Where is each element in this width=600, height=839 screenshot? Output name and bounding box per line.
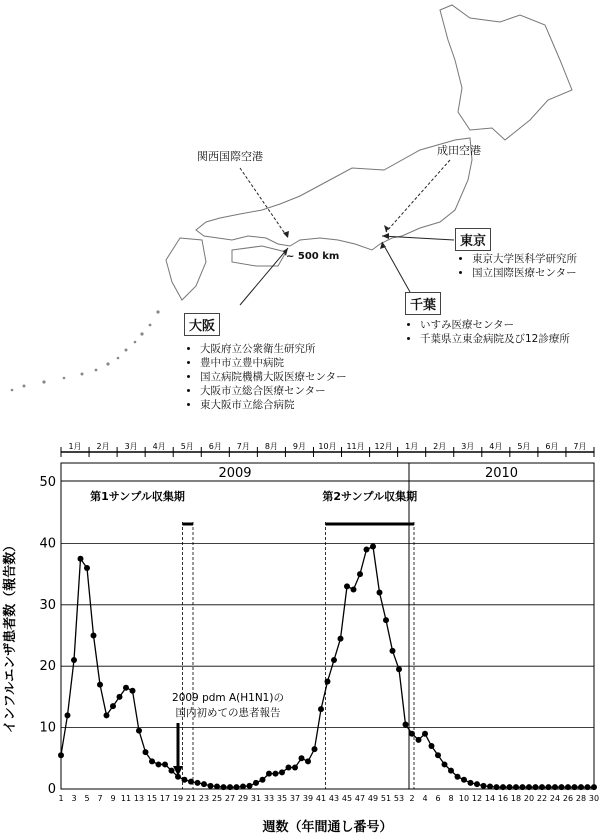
x-tick-label: 13 bbox=[133, 794, 145, 803]
data-point bbox=[591, 784, 597, 790]
data-point bbox=[78, 556, 84, 562]
month-label: 1月 bbox=[68, 442, 82, 451]
x-tick-label: 5 bbox=[84, 794, 90, 803]
data-point bbox=[299, 755, 305, 761]
x-tick-label: 4 bbox=[422, 794, 428, 803]
data-point bbox=[286, 765, 292, 771]
data-point bbox=[429, 743, 435, 749]
month-label: 11月 bbox=[346, 442, 365, 451]
month-bar bbox=[61, 442, 594, 457]
data-point bbox=[188, 779, 194, 785]
x-tick-label: 7 bbox=[97, 794, 103, 803]
tokyo-facility: • 東京大学医科学研究所 bbox=[472, 252, 577, 266]
x-tick-label: 2 bbox=[409, 794, 415, 803]
osaka-facility: • 国立病院機構大阪医療センター bbox=[200, 370, 347, 384]
x-tick-label: 8 bbox=[448, 794, 454, 803]
chiba-facility: • 千葉県立東金病院及び12診療所 bbox=[420, 332, 570, 346]
x-tick-label: 18 bbox=[510, 794, 522, 803]
data-point bbox=[565, 784, 571, 790]
data-point bbox=[331, 657, 337, 663]
data-point bbox=[383, 617, 389, 623]
osaka-facility-list bbox=[188, 342, 347, 412]
data-point bbox=[91, 633, 97, 639]
data-point bbox=[377, 590, 383, 596]
x-tick-label: 17 bbox=[159, 794, 171, 803]
x-tick-label: 14 bbox=[484, 794, 496, 803]
chiba-facility: • いすみ医療センター bbox=[420, 318, 570, 332]
data-point bbox=[435, 752, 441, 758]
y-tick-label: 20 bbox=[39, 659, 56, 675]
x-tick-label: 9 bbox=[110, 794, 116, 803]
data-point bbox=[461, 777, 467, 783]
data-point bbox=[149, 758, 155, 764]
x-tick-label: 15 bbox=[146, 794, 158, 803]
distance-label: ~ 500 km bbox=[286, 251, 340, 262]
x-tick-label: 30 bbox=[588, 794, 600, 803]
data-point bbox=[169, 768, 175, 774]
data-point bbox=[513, 784, 519, 790]
x-tick-label: 53 bbox=[393, 794, 405, 803]
data-point bbox=[403, 722, 409, 728]
data-point bbox=[240, 784, 246, 790]
x-axis-title: 週数（年間通し番号） bbox=[262, 820, 393, 835]
month-label: 6月 bbox=[545, 442, 559, 451]
data-point bbox=[260, 777, 266, 783]
year-label-2009: 2009 bbox=[218, 466, 252, 481]
x-tick-label: 45 bbox=[341, 794, 353, 803]
x-tick-label: 43 bbox=[328, 794, 340, 803]
data-point bbox=[338, 636, 344, 642]
x-tick-label: 47 bbox=[354, 794, 366, 803]
period-label: 第2サンプル収集期 bbox=[322, 490, 418, 503]
data-point bbox=[58, 752, 64, 758]
y-axis-title: インフルエンザ患者数（報告数） bbox=[3, 538, 18, 734]
data-point bbox=[481, 783, 487, 789]
ryukyu-islands bbox=[11, 310, 160, 391]
first-case-annotation bbox=[172, 692, 284, 776]
data-point bbox=[364, 547, 370, 553]
series-path bbox=[61, 547, 594, 788]
data-point bbox=[195, 780, 201, 786]
x-tick-label: 35 bbox=[276, 794, 288, 803]
x-tick-label: 39 bbox=[302, 794, 314, 803]
osaka-facility: • 大阪市立総合医療センター bbox=[200, 384, 347, 398]
data-point bbox=[559, 784, 565, 790]
month-label: 8月 bbox=[264, 442, 278, 451]
y-tick-label: 0 bbox=[47, 782, 56, 797]
data-point bbox=[494, 784, 500, 790]
x-tick-label: 20 bbox=[523, 794, 535, 803]
data-point bbox=[130, 688, 136, 694]
month-label: 4月 bbox=[152, 442, 166, 451]
data-point bbox=[234, 784, 240, 790]
data-point bbox=[442, 761, 448, 767]
month-label: 7月 bbox=[236, 442, 250, 451]
data-point bbox=[162, 761, 168, 767]
x-tick-label: 25 bbox=[211, 794, 223, 803]
month-label: 2月 bbox=[433, 442, 447, 451]
x-tick-label: 22 bbox=[536, 794, 548, 803]
data-point bbox=[266, 771, 272, 777]
data-point bbox=[539, 784, 545, 790]
tokyo-facility-list bbox=[460, 252, 577, 280]
month-label: 10月 bbox=[318, 442, 337, 451]
narita-airport-label: 成田空港 bbox=[437, 144, 481, 157]
data-point bbox=[292, 765, 298, 771]
x-tick-label: 23 bbox=[198, 794, 210, 803]
data-point bbox=[65, 712, 71, 718]
data-point bbox=[357, 571, 363, 577]
x-tick-label: 19 bbox=[172, 794, 184, 803]
data-point bbox=[546, 784, 552, 790]
series-line bbox=[58, 543, 597, 790]
data-point bbox=[520, 784, 526, 790]
data-point bbox=[84, 565, 90, 571]
data-point bbox=[325, 679, 331, 685]
data-point bbox=[370, 543, 376, 549]
kansai-airport-label: 関西国際空港 bbox=[197, 150, 263, 163]
data-point bbox=[117, 694, 123, 700]
annotation-line-1: 2009 pdm A(H1N1)の bbox=[172, 692, 284, 704]
month-label: 3月 bbox=[461, 442, 475, 451]
month-label: 7月 bbox=[573, 442, 587, 451]
data-point bbox=[500, 784, 506, 790]
x-tick-label: 27 bbox=[224, 794, 236, 803]
data-point bbox=[247, 783, 253, 789]
x-tick-label: 6 bbox=[435, 794, 441, 803]
data-point bbox=[208, 783, 214, 789]
data-point bbox=[214, 784, 220, 790]
data-point bbox=[305, 758, 311, 764]
data-point bbox=[507, 784, 513, 790]
x-tick-label: 51 bbox=[380, 794, 392, 803]
osaka-facility: • 東大阪市立総合病院 bbox=[200, 398, 347, 412]
data-point bbox=[110, 703, 116, 709]
month-label: 3月 bbox=[124, 442, 138, 451]
x-tick-label: 24 bbox=[549, 794, 561, 803]
data-point bbox=[526, 784, 532, 790]
month-label: 9月 bbox=[292, 442, 306, 451]
data-point bbox=[253, 780, 259, 786]
data-point bbox=[123, 685, 129, 691]
plot-frame bbox=[61, 463, 594, 789]
y-tick-label: 50 bbox=[39, 475, 56, 490]
data-point bbox=[396, 666, 402, 672]
osaka-label: 大阪 bbox=[184, 313, 220, 336]
data-point bbox=[156, 761, 162, 767]
month-label: 6月 bbox=[208, 442, 222, 451]
osaka-facility: • 豊中市立豊中病院 bbox=[200, 356, 347, 370]
month-label: 12月 bbox=[374, 442, 393, 451]
x-tick-label: 41 bbox=[315, 794, 327, 803]
month-label: 5月 bbox=[180, 442, 194, 451]
data-point bbox=[136, 728, 142, 734]
collection-periods bbox=[90, 489, 417, 789]
plot-border bbox=[61, 463, 594, 789]
x-tick-label: 16 bbox=[497, 794, 509, 803]
data-point bbox=[71, 657, 77, 663]
data-point bbox=[182, 777, 188, 783]
data-point bbox=[448, 768, 454, 774]
osaka-facility: • 大阪府立公衆衛生研究所 bbox=[200, 342, 347, 356]
y-tick-label: 30 bbox=[39, 597, 56, 613]
x-axis bbox=[58, 794, 599, 803]
data-point bbox=[585, 784, 591, 790]
data-point bbox=[572, 784, 578, 790]
data-point bbox=[143, 749, 149, 755]
month-label: 4月 bbox=[489, 442, 503, 451]
month-label: 2月 bbox=[96, 442, 110, 451]
chiba-facility-list bbox=[408, 318, 570, 346]
data-point bbox=[221, 784, 227, 790]
data-point bbox=[578, 784, 584, 790]
data-point bbox=[273, 771, 279, 777]
chiba-label: 千葉 bbox=[405, 292, 441, 315]
x-tick-label: 37 bbox=[289, 794, 301, 803]
data-point bbox=[390, 648, 396, 654]
x-tick-label: 1 bbox=[58, 794, 64, 803]
data-point bbox=[318, 706, 324, 712]
data-point bbox=[227, 784, 233, 790]
annotation-line-2: 国内初めての患者報告 bbox=[175, 707, 281, 719]
x-tick-label: 10 bbox=[458, 794, 470, 803]
data-point bbox=[487, 784, 493, 790]
y-tick-label: 40 bbox=[39, 536, 56, 552]
data-point bbox=[474, 781, 480, 787]
data-point bbox=[104, 712, 110, 718]
year-label-2010: 2010 bbox=[484, 466, 519, 481]
x-tick-label: 33 bbox=[263, 794, 275, 803]
data-point bbox=[533, 784, 539, 790]
month-label: 5月 bbox=[517, 442, 531, 451]
data-point bbox=[312, 746, 318, 752]
data-point bbox=[416, 737, 422, 743]
data-point bbox=[344, 583, 350, 589]
tokyo-facility: • 国立国際医療センター bbox=[472, 266, 577, 280]
x-tick-label: 31 bbox=[250, 794, 262, 803]
tokyo-label: 東京 bbox=[455, 228, 491, 251]
data-point bbox=[422, 731, 428, 737]
x-tick-label: 3 bbox=[71, 794, 77, 803]
data-point bbox=[468, 780, 474, 786]
x-tick-label: 26 bbox=[562, 794, 574, 803]
data-point bbox=[552, 784, 558, 790]
annotation-arrow-head bbox=[173, 766, 183, 776]
x-tick-label: 11 bbox=[120, 794, 132, 803]
x-tick-label: 21 bbox=[185, 794, 197, 803]
data-point bbox=[97, 682, 103, 688]
x-tick-label: 49 bbox=[367, 794, 379, 803]
data-point bbox=[351, 586, 357, 592]
data-point bbox=[279, 769, 285, 775]
data-point bbox=[409, 731, 415, 737]
period-label: 第1サンプル収集期 bbox=[90, 490, 185, 503]
data-point bbox=[201, 781, 207, 787]
data-point bbox=[455, 774, 461, 780]
x-tick-label: 12 bbox=[471, 794, 483, 803]
y-tick-label: 10 bbox=[39, 720, 56, 736]
influenza-chart bbox=[0, 440, 600, 839]
x-tick-label: 29 bbox=[237, 794, 249, 803]
month-label: 1月 bbox=[405, 442, 419, 451]
x-tick-label: 28 bbox=[575, 794, 587, 803]
